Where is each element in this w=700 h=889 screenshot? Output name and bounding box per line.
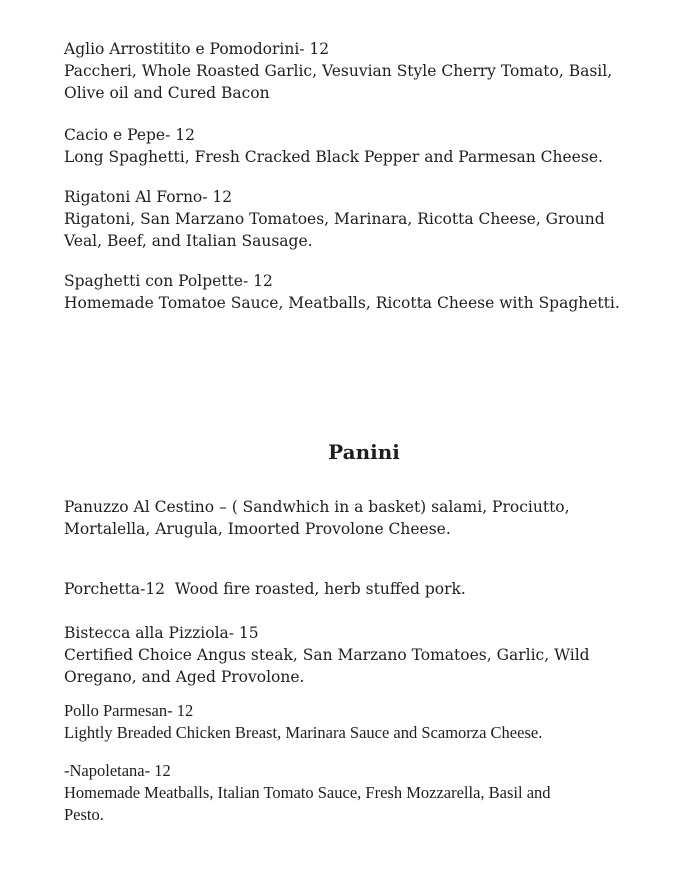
dish-title: Aglio Arrostitito e Pomodorini- 12 — [64, 40, 330, 58]
dish-description-line: Lightly Breaded Chicken Breast, Marinara Sauce and Scamorza Cheese. — [64, 723, 543, 742]
dish-title: Pollo Parmesan- 12 — [64, 701, 194, 720]
dish-porchetta — [64, 578, 664, 600]
dish-description-line: Rigatoni, San Marzano Tomatoes, Marinara, Ricotta Cheese, Ground — [64, 210, 605, 228]
dish-description-line: Panuzzo Al Cestino – ( Sandwhich in a basket) salami, Prociutto, — [64, 498, 570, 516]
dish-description-line: Olive oil and Cured Bacon — [64, 84, 270, 102]
dish-title: Rigatoni Al Forno- 12 — [64, 188, 233, 206]
dish-description-line: Mortalella, Arugula, Imoorted Provolone Cheese. — [64, 520, 451, 538]
menu-content — [64, 38, 664, 826]
dish-description-line: Long Spaghetti, Fresh Cracked Black Pepper and Parmesan Cheese. — [64, 148, 603, 166]
dish-description-line: Oregano, and Aged Provolone. — [64, 668, 305, 686]
dish-description-line: Pesto. — [64, 805, 104, 824]
dish-spaghetti-con-polpette — [64, 270, 664, 314]
dish-description-line: Certified Choice Angus steak, San Marzano Tomatoes, Garlic, Wild — [64, 646, 590, 664]
panini-section-heading: Panini — [328, 440, 400, 464]
dish-title: Bistecca alla Pizziola- 15 — [64, 624, 259, 642]
dish-title: -Napoletana- 12 — [64, 761, 171, 780]
dish-aglio-arrostitito — [64, 38, 664, 104]
dish-cacio-e-pepe — [64, 124, 664, 168]
dish-pollo-parmesan — [64, 700, 664, 744]
dish-description-line: Veal, Beef, and Italian Sausage. — [64, 232, 313, 250]
dish-description-line: Homemade Meatballs, Italian Tomato Sauce, Fresh Mozzarella, Basil and — [64, 783, 551, 802]
dish-napoletana — [64, 760, 664, 826]
dish-description-line: Porchetta-12 Wood fire roasted, herb stuffed pork. — [64, 580, 466, 598]
dish-description-line: Paccheri, Whole Roasted Garlic, Vesuvian Style Cherry Tomato, Basil, — [64, 62, 613, 80]
dish-panuzzo-al-cestino — [64, 496, 664, 540]
dish-bistecca-alla-pizziola — [64, 622, 664, 688]
dish-description-line: Homemade Tomatoe Sauce, Meatballs, Ricotta Cheese with Spaghetti. — [64, 294, 620, 312]
dish-title: Spaghetti con Polpette- 12 — [64, 272, 273, 290]
dish-rigatoni-al-forno — [64, 186, 664, 252]
dish-title: Cacio e Pepe- 12 — [64, 126, 195, 144]
